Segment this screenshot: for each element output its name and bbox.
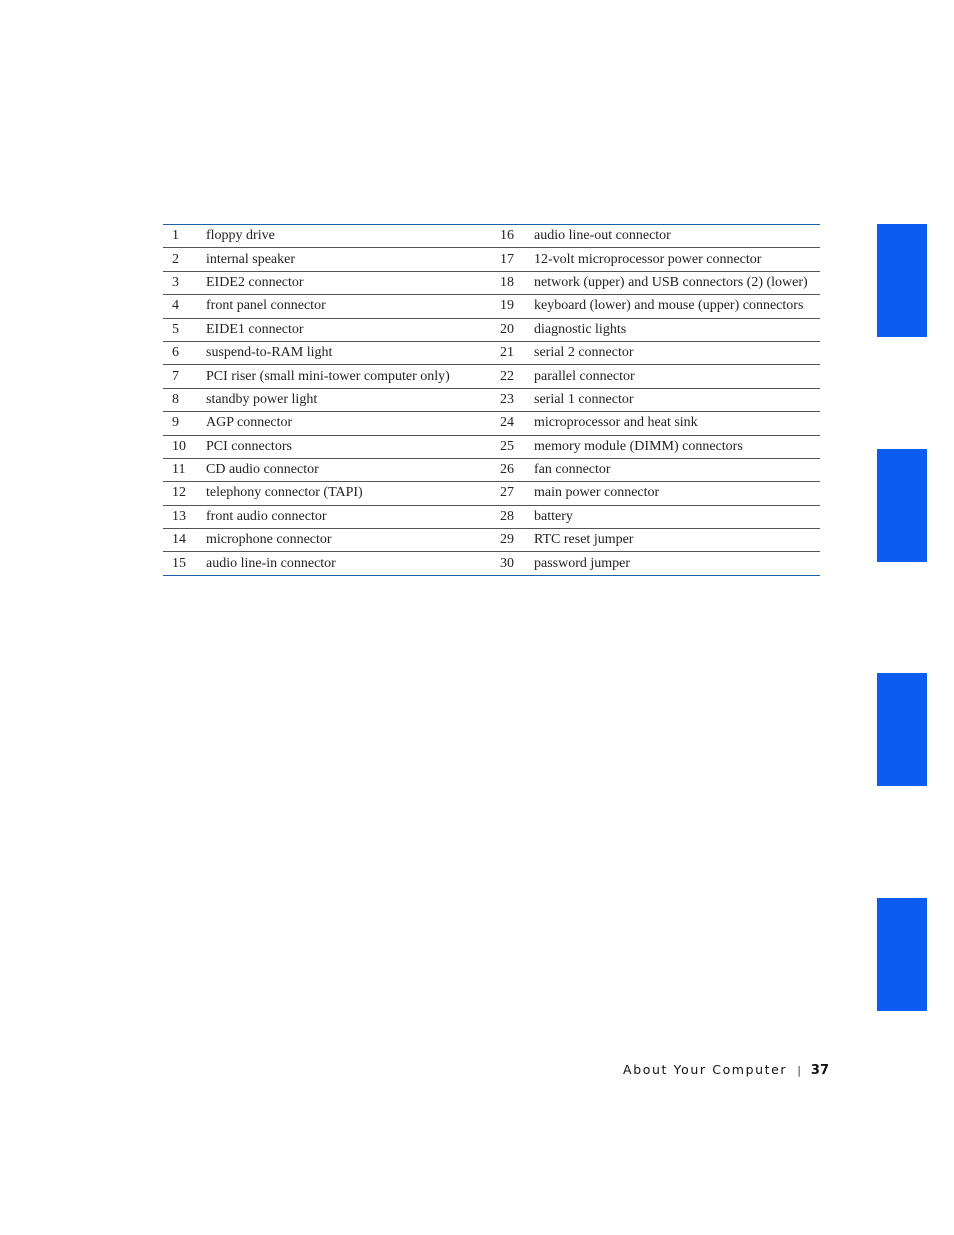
callout-number: 6 <box>163 341 206 364</box>
table-row <box>163 388 820 411</box>
chapter-tab-2 <box>877 449 927 562</box>
table-row <box>163 458 820 481</box>
callout-number: 26 <box>500 458 534 481</box>
callout-number: 29 <box>500 529 534 552</box>
component-label: telephony connector (TAPI) <box>206 482 500 505</box>
chapter-tab-1 <box>877 224 927 337</box>
table-row <box>163 552 820 575</box>
callout-number: 1 <box>163 225 206 248</box>
component-label: CD audio connector <box>206 458 500 481</box>
callout-number: 30 <box>500 555 514 571</box>
callout-number: 11 <box>163 458 206 481</box>
footer-separator: | <box>797 1064 801 1077</box>
callout-number: 22 <box>500 365 534 388</box>
component-label: network (upper) and USB connectors (2) (lower) <box>534 271 820 294</box>
callout-number: 28 <box>500 505 534 528</box>
component-label: keyboard (lower) and mouse (upper) connectors <box>534 295 820 318</box>
table-row <box>163 412 820 435</box>
component-label: PCI riser (small mini-tower computer only) <box>206 365 500 388</box>
component-legend-table <box>163 224 820 576</box>
callout-number: 12 <box>163 482 206 505</box>
component-label: PCI connectors <box>206 435 500 458</box>
table-row <box>163 271 820 294</box>
callout-number: 17 <box>500 248 534 271</box>
callout-number: 13 <box>163 505 206 528</box>
table-row <box>163 505 820 528</box>
callout-number: 16 <box>500 225 534 248</box>
component-label: diagnostic lights <box>534 318 820 341</box>
component-label: standby power light <box>206 388 500 411</box>
callout-number: 2 <box>163 248 206 271</box>
callout-number: 18 <box>500 271 534 294</box>
table-row <box>163 248 820 271</box>
table-row <box>163 435 820 458</box>
component-label: memory module (DIMM) connectors <box>534 435 820 458</box>
component-label: 12-volt microprocessor power connector <box>534 248 820 271</box>
component-label: password jumper <box>534 555 631 571</box>
chapter-tab-4 <box>877 898 927 1011</box>
callout-number: 23 <box>500 388 534 411</box>
callout-number: 27 <box>500 482 534 505</box>
callout-number: 5 <box>163 318 206 341</box>
callout-number: 10 <box>163 435 206 458</box>
callout-number: 8 <box>163 388 206 411</box>
table-row <box>163 318 820 341</box>
callout-number: 20 <box>500 318 534 341</box>
component-label: internal speaker <box>206 248 500 271</box>
component-label: front audio connector <box>206 505 500 528</box>
component-label: floppy drive <box>206 225 500 248</box>
component-label: audio line-out connector <box>534 225 820 248</box>
legend-body <box>163 225 820 576</box>
callout-number: 19 <box>500 295 534 318</box>
table-row <box>163 365 820 388</box>
component-label: serial 2 connector <box>534 341 820 364</box>
callout-number: 24 <box>500 412 534 435</box>
footer-section-title: About Your Computer <box>623 1062 788 1077</box>
table-row <box>163 295 820 318</box>
component-label: main power connector <box>534 482 820 505</box>
component-label: EIDE1 connector <box>206 318 500 341</box>
callout-number: 15 <box>172 555 186 571</box>
chapter-tab-3 <box>877 673 927 786</box>
component-label: fan connector <box>534 458 820 481</box>
callout-number: 9 <box>163 412 206 435</box>
component-label: EIDE2 connector <box>206 271 500 294</box>
page-footer <box>600 1062 829 1078</box>
component-label: serial 1 connector <box>534 388 820 411</box>
callout-number: 7 <box>163 365 206 388</box>
table-row <box>163 225 820 248</box>
component-label: microphone connector <box>206 529 500 552</box>
component-label: AGP connector <box>206 412 500 435</box>
component-label: suspend-to-RAM light <box>206 341 500 364</box>
callout-number: 21 <box>500 341 534 364</box>
component-label: front panel connector <box>206 295 500 318</box>
component-label: battery <box>534 505 820 528</box>
table-row <box>163 529 820 552</box>
table-row <box>163 341 820 364</box>
component-label: microprocessor and heat sink <box>534 412 820 435</box>
callout-number: 14 <box>163 529 206 552</box>
component-label: audio line-in connector <box>206 555 336 571</box>
component-label: parallel connector <box>534 365 820 388</box>
callout-number: 4 <box>163 295 206 318</box>
callout-number: 3 <box>163 271 206 294</box>
callout-number: 25 <box>500 435 534 458</box>
component-label: RTC reset jumper <box>534 529 820 552</box>
page-number: 37 <box>810 1063 829 1078</box>
table-row <box>163 482 820 505</box>
